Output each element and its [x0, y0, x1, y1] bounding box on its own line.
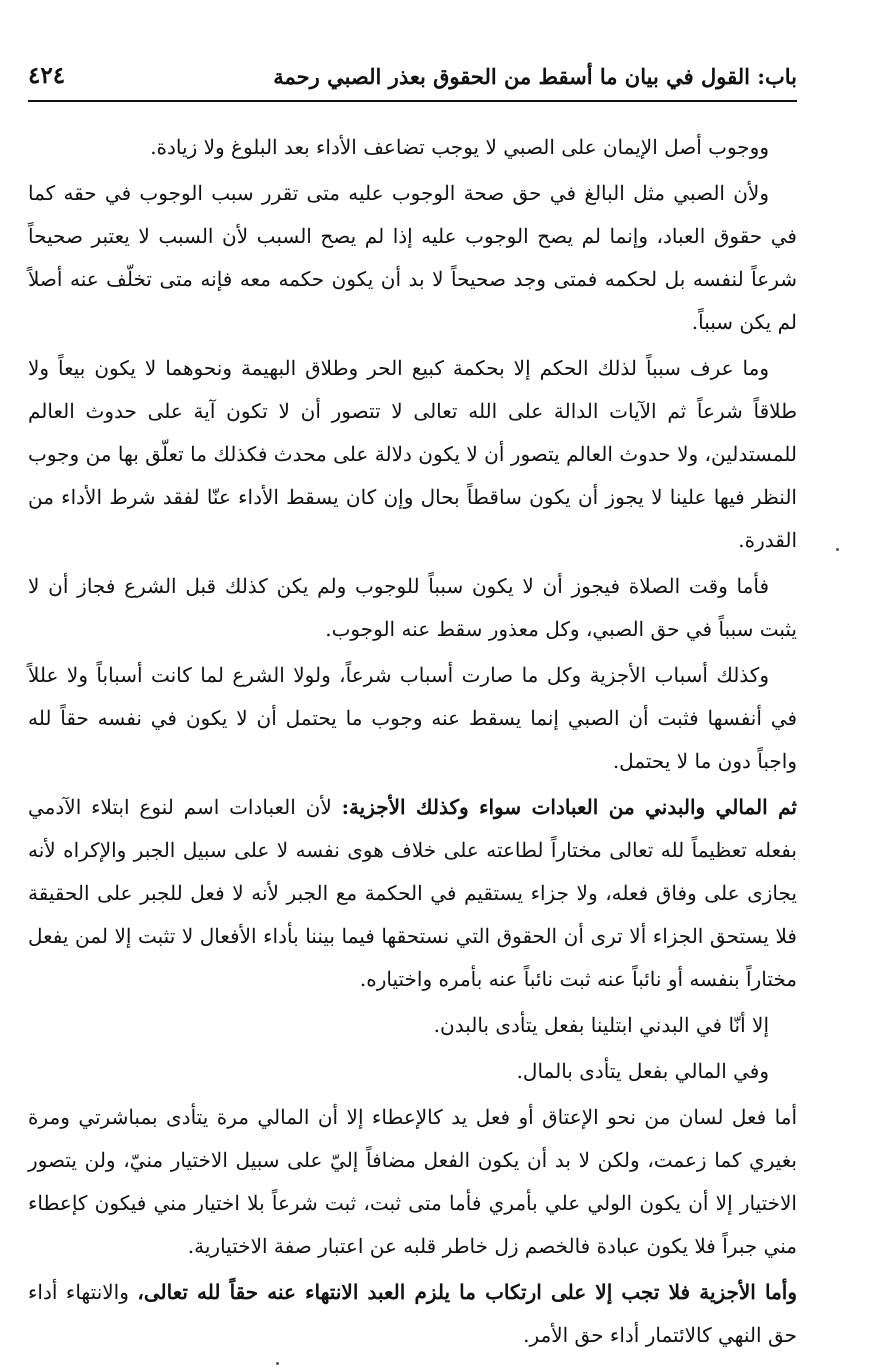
paragraph-6 — [28, 786, 797, 1001]
paragraph-1 — [28, 126, 797, 169]
body-text — [28, 126, 797, 1360]
paragraph-text: وفي المالي بفعل يتأدى بالمال. — [516, 1059, 769, 1083]
paragraph-4 — [28, 565, 797, 651]
paragraph-8 — [28, 1050, 797, 1093]
paragraph-2 — [28, 172, 797, 344]
paragraph-text: ووجوب أصل الإيمان على الصبي لا يوجب تضاعف الأداء بعد البلوغ ولا زيادة. — [150, 135, 769, 159]
paragraph-7 — [28, 1004, 797, 1047]
paragraph-text: فأما وقت الصلاة فيجوز أن لا يكون سبباً للوجوب ولم يكن كذلك قبل الشرع فجاز أن لا يثبت سبباً في حق الصبي، وكل معذور سقط عنه الوجوب. — [28, 574, 797, 641]
page-header — [28, 56, 797, 100]
paragraph-5 — [28, 654, 797, 783]
paragraph-text: أما فعل لسان من نحو الإعتاق أو فعل يد كالإعطاء إلا أن المالي مرة يتأدى بمباشرتي ومرة بغيري كما زعمت، ولكن لا بد أن يكون الفعل مضافاً إليّ على سبيل الاختيار منيّ، ولن يتصور الاختيار إلا أن يكون الولي علي بأمري فأما متى ثبت، ثبت شرعاً بلا اختيار مني فيكون كإعطاء مني جبراً فلا يكون عبادة فالخصم زل خاطر قلبه عن اعتبار صفة الاختيارية. — [28, 1105, 797, 1258]
paragraph-3 — [28, 347, 797, 562]
header-divider — [28, 100, 797, 102]
scan-speck — [836, 548, 839, 551]
paragraph-lead: ثم المالي والبدني من العبادات سواء وكذلك الأجزية: — [341, 795, 797, 819]
paragraph-text: ولأن الصبي مثل البالغ في حق صحة الوجوب عليه متى تقرر سبب الوجوب في حقه كما في حقوق العباد، وإنما لم يصح الوجوب عليه إذا لم يصح السبب لأن السبب لا يعتبر صحيحاً شرعاً لنفسه بل لحكمه فمتى وجد صحيحاً لا بد أن يكون حكمه معه فإنه متى تخلّف عنه أصلاً لم يكن سبباً. — [28, 181, 797, 334]
paragraph-10 — [28, 1271, 797, 1357]
chapter-title: باب: القول في بيان ما أسقط من الحقوق بعذر الصبي رحمة — [273, 64, 797, 89]
scan-speck — [276, 1362, 279, 1365]
paragraph-text: إلا أنّا في البدني ابتلينا بفعل يتأدى بالبدن. — [433, 1013, 769, 1037]
paragraph-text: والانتهاء أداء حق النهي كالائتمار أداء حق الأمر. — [28, 1280, 797, 1347]
paragraph-text: لأن العبادات اسم لنوع ابتلاء الآدمي بفعله تعظيماً لله تعالى مختاراً لطاعته على خلاف هوى نفسه لا على سبيل الجبر والإكراه لأنه يجازى على وفاق فعله، ولا جزاء يستقيم في الحكمة مع الجبر لأنه لا فعل للجبر على الحقيقة فلا يستحق الجزاء ألا ترى أن الحقوق التي نستحقها فيما بيننا بأداء الأفعال لا تثبت إلا لمن يفعل مختاراً بنفسه أو نائباً عنه ثبت نائباً عنه بأمره واختياره. — [28, 795, 797, 991]
paragraph-text: وكذلك أسباب الأجزية وكل ما صارت أسباب شرعاً، ولولا الشرع لما كانت أسباباً ولا عللاً في أنفسها فثبت أن الصبي إنما يسقط عنه وجوب ما يحتمل أن لا يكون في نفسه حقاً لله واجباً دون ما لا يحتمل. — [28, 663, 797, 773]
page-number: ٤٢٤ — [28, 62, 66, 89]
paragraph-9 — [28, 1096, 797, 1268]
paragraph-lead: وأما الأجزية فلا تجب إلا على ارتكاب ما يلزم العبد الانتهاء عنه حقاً لله تعالى، — [137, 1280, 798, 1304]
paragraph-text: وما عرف سبباً لذلك الحكم إلا بحكمة كبيع الحر وطلاق البهيمة ونحوهما لا يكون بيعاً ولا طلاقاً شرعاً ثم الآيات الدالة على الله تعالى لا تتصور أن لا تكون آية على حدوث العالم للمستدلين، ولا حدوث العالم يتصور أن لا يكون دلالة على محدث فكذلك ما تعلّق بها من وجوب النظر فيها علينا لا يجوز أن يكون ساقطاً بحال وإن كان يسقط الأداء عنّا لفقد شرط الأداء من القدرة. — [28, 356, 797, 552]
